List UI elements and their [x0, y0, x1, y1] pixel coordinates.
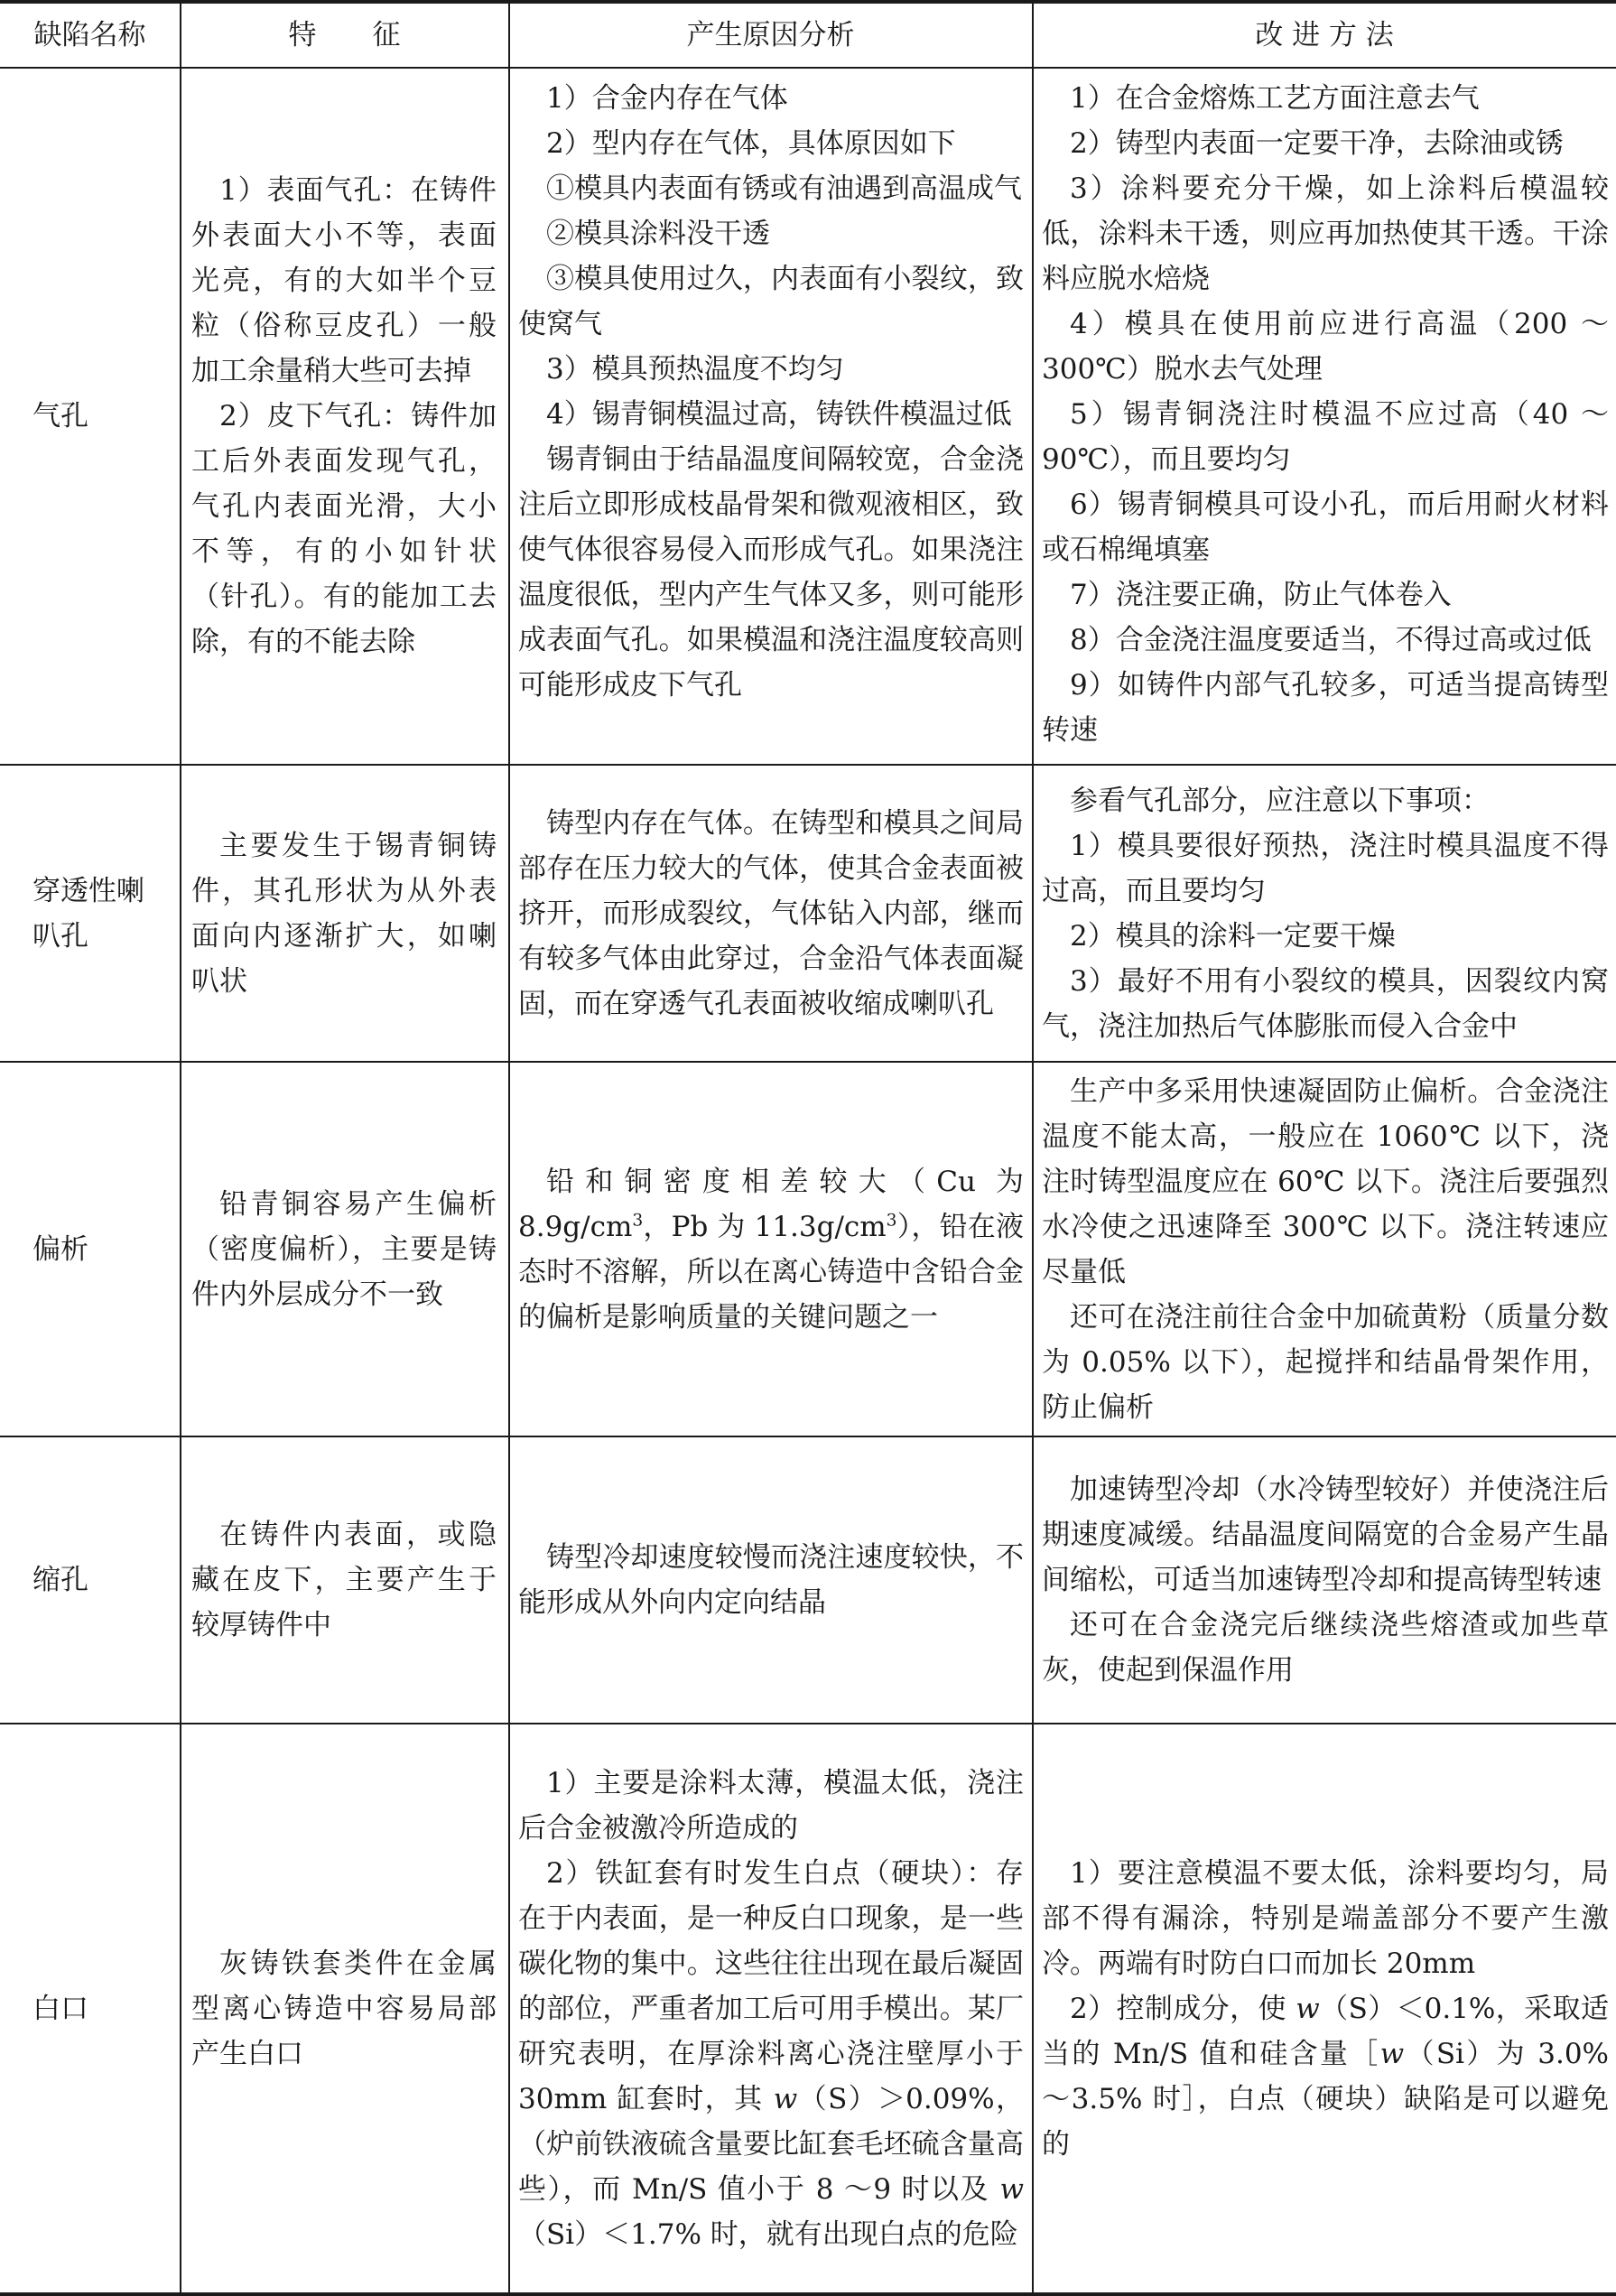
header-features: 特 征: [288, 19, 401, 51]
cause-item: ①模具内表面有锈或有油遇到高温成气: [546, 172, 1022, 205]
causes-cell: [509, 766, 1031, 1061]
causes-cell: [509, 1724, 1031, 2292]
features-cell: [181, 1063, 507, 1436]
remedy-item: 4）模具在使用前应进行高温（200 ～300℃）脱水去气处理: [1042, 308, 1609, 386]
defect-name-label: 白口: [33, 1992, 88, 2025]
header-remedies: 改 进 方 法: [1255, 19, 1394, 51]
cause-item: 铸型冷却速度较慢而浇注速度较快，不能形成从外向内定向结晶: [518, 1541, 1024, 1619]
remedy-item: 1）要注意模温不要太低，涂料要均匀，局部不得有漏涂，特别是端盖部分不要产生激冷。两端有时防白口而加长 20mm: [1042, 1856, 1609, 1980]
feature-item: 灰铸铁套类件在金属型离心铸造中容易局部产生白口: [191, 1947, 497, 2070]
remedy-item: 加速铸型冷却（水冷铸型较好）并使浇注后期速度减缓。结晶温度间隔宽的合金易产生晶间缩松，可适当加速铸型冷却和提高铸型转速: [1042, 1473, 1609, 1596]
defect-name-label: 穿透性喇叭孔: [33, 874, 144, 953]
remedies-cell: [1033, 1063, 1616, 1436]
defect-name-white-iron: [0, 1724, 179, 2292]
remedy-item: 2）铸型内表面一定要干净，去除油或锈: [1070, 127, 1564, 160]
cause-item: 锡青铜由于结晶温度间隔较宽，合金浇注后立即形成枝晶骨架和微观液相区，致使气体很容易侵入而形成气孔。如果浇注温度很低，型内产生气体又多，则可能形成表面气孔。如果模温和浇注温度较高则可能形成皮下气孔: [518, 443, 1024, 702]
remedies-cell: [1033, 766, 1616, 1061]
remedy-item: 2）模具的涂料一定要干燥: [1070, 919, 1396, 953]
cause-item: 4）锡青铜模温过高，铸铁件模温过低: [546, 398, 1012, 431]
features-cell: [181, 1724, 507, 2292]
causes-cell: [509, 76, 1031, 762]
remedies-cell: [1033, 1437, 1616, 1723]
features-cell: [181, 69, 507, 764]
features-cell: [181, 1437, 507, 1723]
header-defect-name: 缺陷名称: [33, 19, 146, 51]
causes-cell: [509, 1437, 1031, 1723]
cause-item: 3）模具预热温度不均匀: [546, 353, 844, 386]
features-cell: [181, 766, 507, 1061]
remedy-item: 3）最好不用有小裂纹的模具，因裂纹内窝气，浇注加热后气体膨胀而侵入合金中: [1042, 964, 1609, 1043]
cause-item: 铅和铜密度相差较大（Cu 为 $8.9g/cm^3$，Pb 为 $11.3g/cm^3$），铅在液态时不溶解，所以在离心铸造中含铅合金的偏析是影响质量的关键问题之一: [518, 1165, 1024, 1334]
cause-item: ③模具使用过久，内表面有小裂纹，致使窝气: [518, 263, 1024, 340]
defect-name-label: 气孔: [33, 400, 88, 432]
remedy-item: 还可在浇注前往合金中加硫黄粉（质量分数为 0.05% 以下），起搅拌和结晶骨架作用，防止偏析: [1042, 1300, 1609, 1424]
remedies-cell: [1033, 76, 1616, 762]
cause-item: 1）主要是涂料太薄，模温太低，浇注后合金被激冷所造成的: [518, 1766, 1024, 1845]
defect-name-label: 偏析: [33, 1232, 88, 1266]
feature-item: 2）皮下气孔：铸件加工后外表面发现气孔，气孔内表面光滑，大小不等，有的小如针状（针孔）。有的能加工去除，有的不能去除: [191, 400, 497, 658]
table-bottom-rule: [0, 2292, 1616, 2296]
defect-name-shrinkage: [0, 1437, 179, 1723]
cause-item: 2）铁缸套有时发生白点（硬块）：存在于内表面，是一种反白口现象，是一些碳化物的集中。这些往往出现在最后凝固的部位，严重者加工后可用手模出。某厂研究表明，在厚涂料离心浇注壁厚小于 30mm 缸套时，其 w（S）＞0.09%，（炉前铁液硫含量要比缸套毛坯硫含量高些），而 Mn/S 值小于 8 ～9 时以及 w（Si）＜1.7% 时，就有出现白点的危险: [518, 1856, 1024, 2251]
cause-item: 铸型内存在气体。在铸型和模具之间局部存在压力较大的气体，使其合金表面被挤开，而形成裂纹，气体钻入内部，继而有较多气体由此穿过，合金沿气体表面凝固，而在穿透气孔表面被收缩成喇叭孔: [518, 806, 1024, 1020]
cause-item: 2）型内存在气体，具体原因如下: [546, 127, 956, 160]
remedy-item: 9）如铸件内部气孔较多，可适当提高铸型转速: [1042, 669, 1609, 747]
remedies-cell: [1033, 1724, 1616, 2292]
defect-name-segregation: [0, 1063, 179, 1436]
defect-name-gas-hole: [0, 69, 179, 764]
feature-item: 在铸件内表面，或隐藏在皮下，主要产生于较厚铸件中: [191, 1519, 497, 1641]
remedy-item: 7）浇注要正确，防止气体卷入: [1070, 579, 1452, 611]
cause-item: 1）合金内存在气体: [546, 82, 788, 115]
remedy-item: 1）在合金熔炼工艺方面注意去气: [1070, 82, 1480, 115]
remedy-item: 2）控制成分，使 w（S）＜0.1%，采取适当的 Mn/S 值和硅含量［w（Si）为 3.0% ～3.5% 时］，白点（硬块）缺陷是可以避免的: [1042, 1992, 1609, 2161]
defect-name-label: 缩孔: [33, 1564, 88, 1596]
remedy-item: 生产中多采用快速凝固防止偏析。合金浇注温度不能太高，一般应在 1060℃ 以下，浇注时铸型温度应在 60℃ 以下。浇注后要强烈水冷使之迅速降至 300℃ 以下。浇注转速应尽量低: [1042, 1074, 1609, 1288]
remedy-item: 3）涂料要充分干燥，如上涂料后模温较低，涂料未干透，则应再加热使其干透。干涂料应脱水焙烧: [1042, 172, 1609, 295]
remedy-item: 还可在合金浇完后继续浇些熔渣或加些草灰，使起到保温作用: [1042, 1609, 1609, 1687]
remedy-item: 1）模具要很好预热，浇注时模具温度不得过高，而且要均匀: [1042, 829, 1609, 907]
remedy-item: 8）合金浇注温度要适当，不得过高或过低: [1070, 624, 1592, 656]
feature-item: 铅青铜容易产生偏析（密度偏析），主要是铸件内外层成分不一致: [191, 1187, 497, 1311]
remedy-item: 5）锡青铜浇注时模温不应过高（40 ～90℃），而且要均匀: [1042, 398, 1609, 476]
header-cause-analysis: 产生原因分析: [686, 19, 855, 51]
feature-item: 主要发生于锡青铜铸件，其孔形状为从外表面向内逐渐扩大，如喇叭状: [191, 829, 497, 998]
defect-name-trumpet-hole: [0, 766, 179, 1061]
causes-cell: [509, 1063, 1031, 1436]
feature-item: 1）表面气孔：在铸件外表面大小不等，表面光亮，有的大如半个豆粒（俗称豆皮孔）一般加工余量稍大些可去掉: [191, 174, 497, 387]
cause-item: ②模具涂料没干透: [546, 218, 770, 250]
remedy-item: 6）锡青铜模具可设小孔，而后用耐火材料或石棉绳填塞: [1042, 488, 1609, 566]
remedy-item: 参看气孔部分，应注意以下事项：: [1070, 784, 1490, 817]
